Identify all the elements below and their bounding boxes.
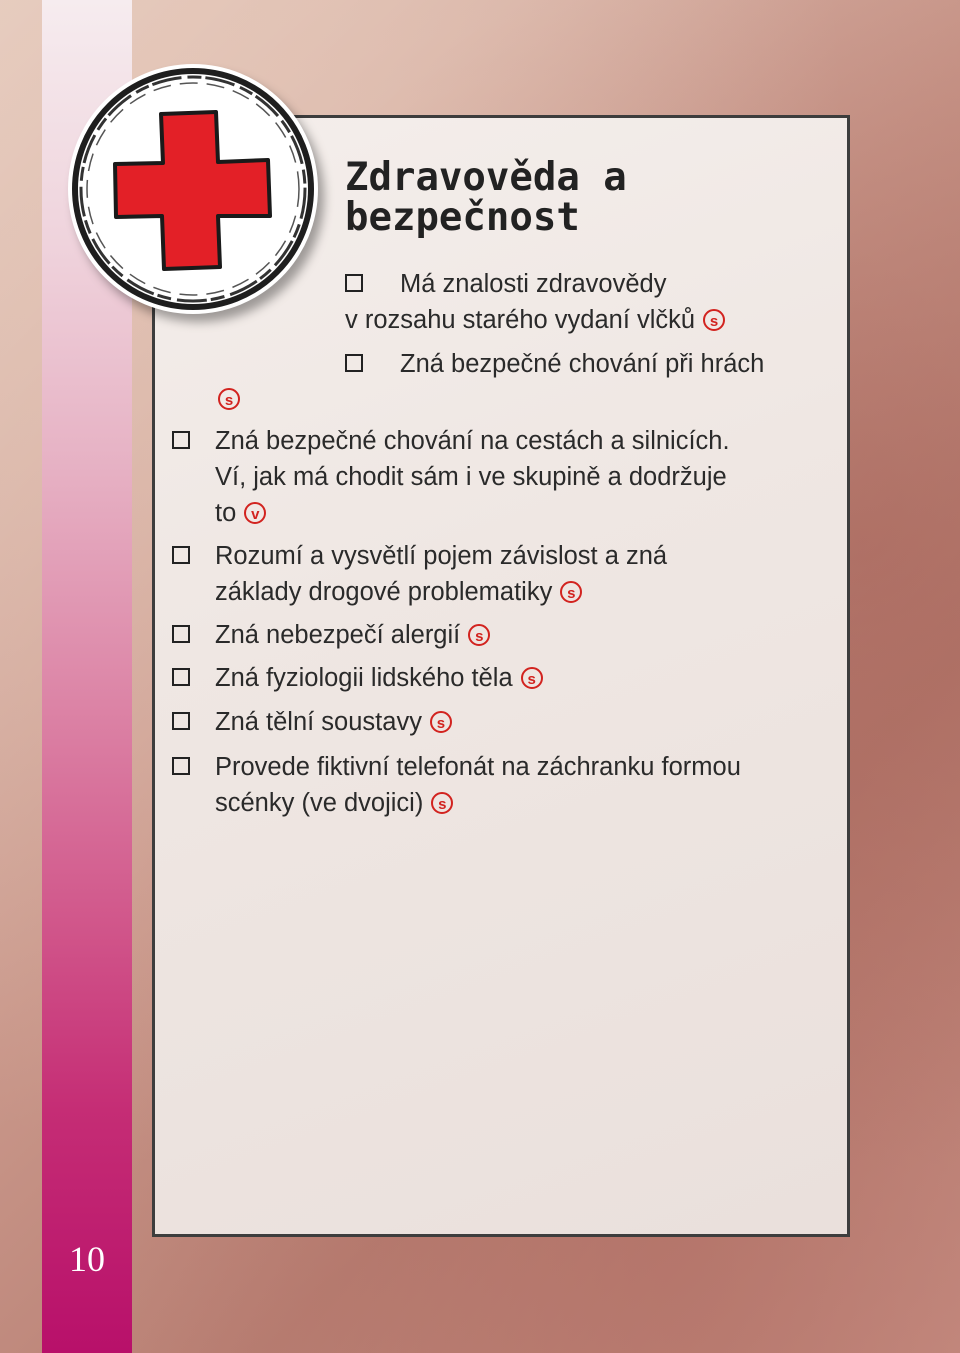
list-item [215,574,582,610]
list-item [400,346,764,382]
s-mark-icon: s [703,309,725,331]
s-mark-icon: s [468,624,490,646]
empty-checkbox-icon[interactable] [172,668,190,686]
item-text-line: Rozumí a vysvětlí pojem závislost a zná [215,542,668,570]
empty-checkbox-icon[interactable] [172,712,190,730]
red-cross-icon [68,64,318,314]
title-line-2: bezpečnost [345,195,580,240]
item-text-line: Provede fiktivní telefonát na záchranku formou [215,753,741,781]
item-text-line: Zná fyziologii lidského těla [215,664,513,692]
v-mark-icon: v [244,502,266,524]
s-mark-icon: s [430,711,452,733]
list-item [215,459,727,495]
list-item [215,704,452,740]
list-item [215,538,667,574]
badge [68,64,318,314]
item-text-line: Má znalosti zdravovědy [400,270,667,298]
item-text-line: základy drogové problematiky [215,578,553,606]
item-text-line: scénky (ve dvojici) [215,789,424,817]
empty-checkbox-icon[interactable] [172,757,190,775]
s-mark-icon: s [218,388,240,410]
item-text-line: Zná tělní soustavy [215,708,422,736]
list-item [215,495,266,531]
s-mark-icon: s [521,667,543,689]
page-title [345,155,627,240]
item-text-line: Ví, jak má chodit sám i ve skupině a dodržuje [215,463,727,491]
list-item [215,660,543,696]
s-mark-icon: s [560,581,582,603]
item-text-line: Zná bezpečné chování při hrách [400,350,765,378]
empty-checkbox-icon[interactable] [172,625,190,643]
empty-checkbox-icon[interactable] [345,274,363,292]
page-number: 10 [69,1239,105,1279]
list-item [215,617,490,653]
list-item [215,749,741,785]
title-line-1: Zdravověda a [345,155,627,200]
list-item [400,266,666,302]
list-item [215,785,453,821]
empty-checkbox-icon[interactable] [172,431,190,449]
item-text-line: v rozsahu starého vydaní vlčků [345,306,696,334]
item-text-line: Zná bezpečné chování na cestách a silnicích. [215,427,730,455]
empty-checkbox-icon[interactable] [172,546,190,564]
item-text-line: Zná nebezpečí alergií [215,621,461,649]
s-mark-icon: s [431,792,453,814]
list-item [215,423,730,459]
list-item [345,302,725,338]
empty-checkbox-icon[interactable] [345,354,363,372]
item-text-line: to [215,499,237,527]
